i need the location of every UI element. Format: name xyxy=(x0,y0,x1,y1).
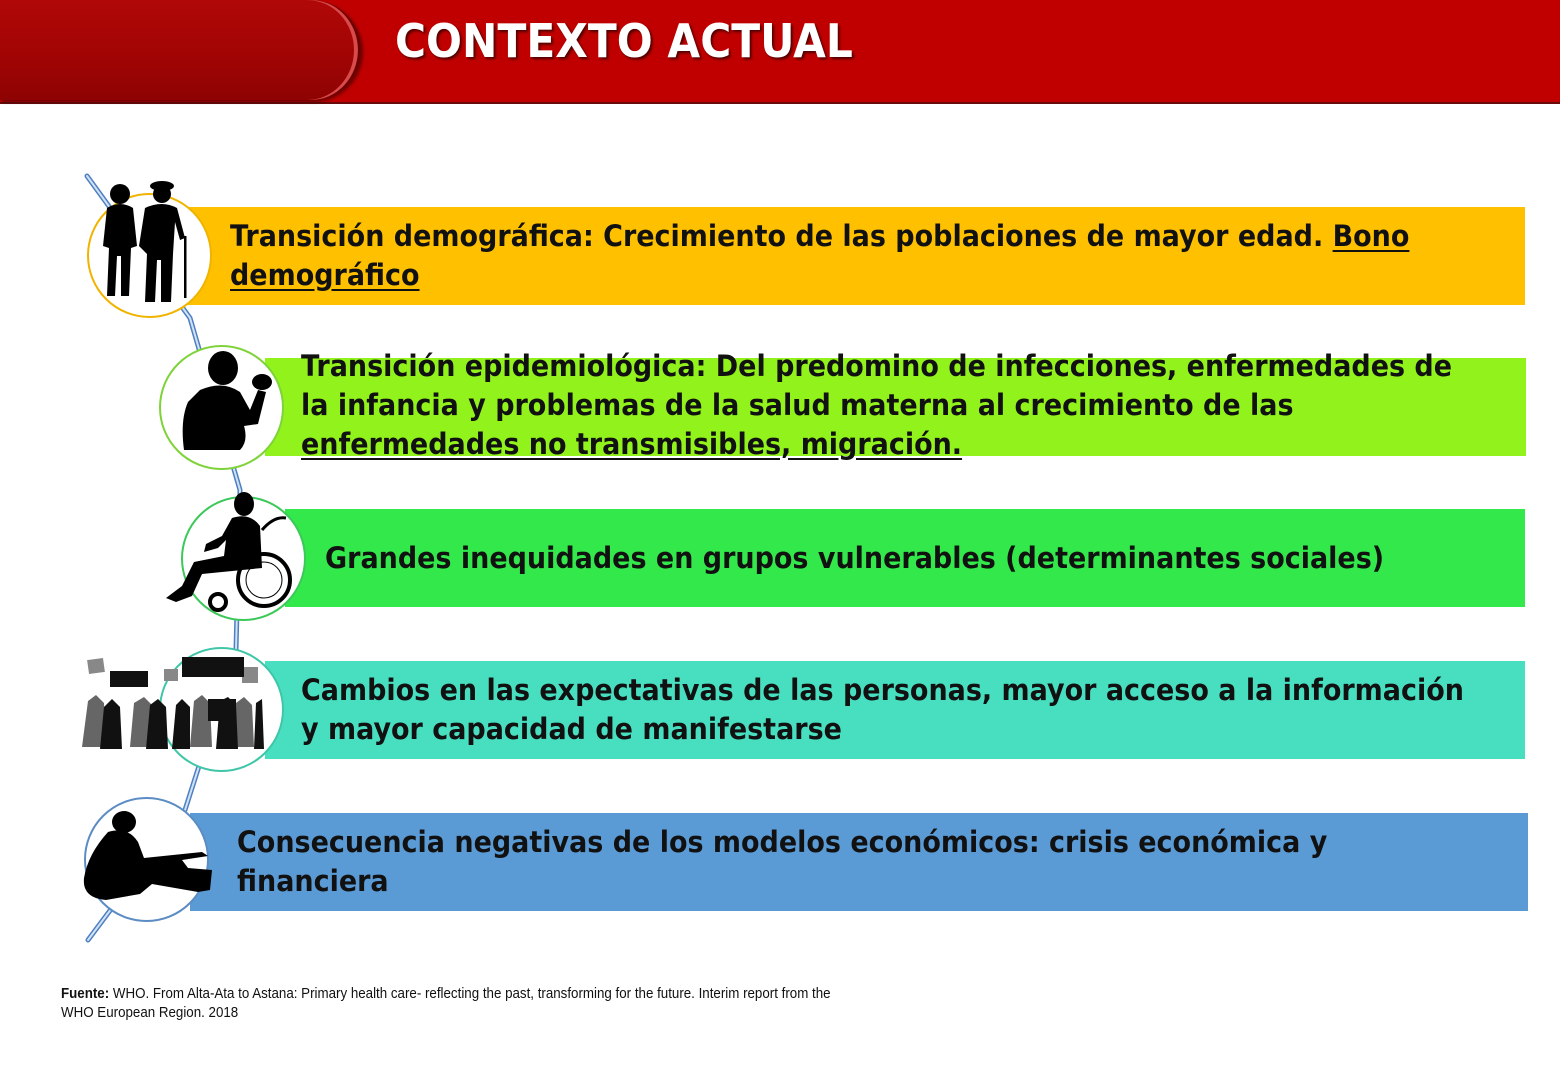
item-2-line-2: la infancia y problemas de la salud materna al crecimiento de las xyxy=(301,387,1294,422)
bono-link-text: Bono xyxy=(1332,219,1410,253)
item-4-line-1: Cambios en las expectativas de las personas, mayor acceso a la información xyxy=(301,673,1464,707)
item-4-line-2: y mayor capacidad de manifestarse xyxy=(301,712,842,746)
item-1-text: Transición demográfica: Crecimiento de las poblaciones de mayor edad. xyxy=(230,219,1333,253)
item-3-text: Grandes inequidades en grupos vulnerables (determinantes sociales) xyxy=(325,540,1385,575)
item-2-line-1: Transición epidemiológica: Del predomino de infecciones, enfermedades de xyxy=(301,348,1453,383)
wheelchair-user-icon xyxy=(162,490,297,615)
page-title: CONTEXTO ACTUAL xyxy=(395,14,853,68)
item-demographic-transition xyxy=(185,207,1525,305)
item-epidemiological-transition xyxy=(265,348,1526,461)
item-5-line-1: Consecuencia negativas de los modelos económicos: crisis económica y xyxy=(237,825,1328,859)
source-label: Fuente: xyxy=(61,986,110,1002)
item-2-line-3: enfermedades no transmisibles, migración. xyxy=(301,426,963,461)
source-text: WHO. From Alta-Ata to Astana: Primary health care- reflecting the past, transforming for the future. Interim report from the WHO European Region. 2018 xyxy=(61,986,831,1021)
demografico-text: demográfico xyxy=(230,258,420,292)
elderly-couple-icon xyxy=(95,176,200,306)
item-inequities xyxy=(285,509,1525,607)
item-economic-consequences xyxy=(190,813,1528,911)
protest-crowd-icon xyxy=(82,655,264,750)
source-citation xyxy=(61,985,852,1023)
person-sitting-icon xyxy=(82,808,214,908)
item-expectations-change xyxy=(265,661,1525,759)
item-5-line-2: financiera xyxy=(237,864,389,898)
person-eating-icon xyxy=(178,350,273,455)
